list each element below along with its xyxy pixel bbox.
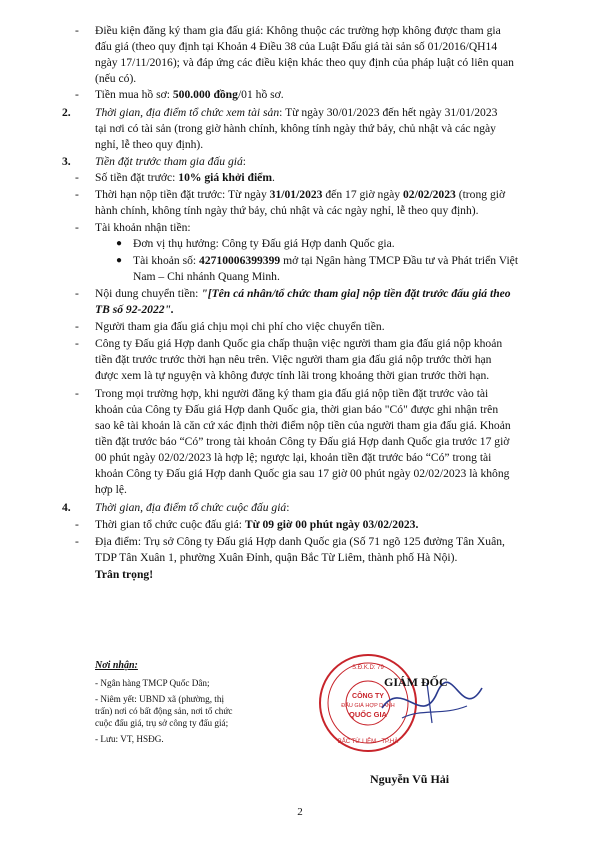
svg-text:ĐẤU GIÁ HỢP DANH: ĐẤU GIÁ HỢP DANH (341, 703, 395, 709)
text-run: nghỉ, lễ theo quy định). (95, 138, 204, 151)
text-line (95, 518, 418, 532)
text-run: hành chính, không tính ngày thứ bảy, chủ nhật và các ngày nghỉ, lễ theo quy định). (95, 204, 479, 217)
bold-run: 42710006399399 (199, 254, 281, 267)
italic-heading: Tiền đặt trước tham gia đấu giá (95, 155, 243, 168)
bold-run: 10% giá khởi điểm (178, 171, 272, 184)
text-line (95, 287, 511, 301)
text-run: sao kê tài khoản là căn cứ xác định thời điểm nộp tiền của người tham gia đấu giá. Khoản (95, 419, 511, 432)
bold-run: 31/01/2023 (269, 188, 323, 201)
text-line (95, 88, 284, 102)
svg-text:CÔNG TY: CÔNG TY (352, 693, 384, 700)
text-line (95, 56, 514, 70)
text-run: Nam – Chi nhánh Quang Minh. (133, 270, 280, 283)
text-run: Điều kiện đăng ký tham gia đấu giá: Không thuộc các trường hợp không được tham gia (95, 24, 501, 37)
text-line (95, 387, 488, 401)
text-run: /01 hồ sơ. (237, 88, 284, 101)
text-run: Địa điểm: Trụ sở Công ty Đấu giá Hợp danh Quốc gia (Số 71 ngõ 125 đường Tân Xuân, (95, 535, 505, 548)
text-run: Đơn vị thụ hưởng: Công ty Đấu giá Hợp danh Quốc gia. (133, 237, 395, 250)
bold-run: Từ 09 giờ 00 phút ngày 03/02/2023. (244, 518, 419, 531)
dash-marker: - (75, 221, 79, 234)
text-line (95, 419, 511, 433)
bold-run: 02/02/2023 (403, 188, 456, 201)
text-line (95, 155, 246, 169)
text-run: 00 phút ngày 02/02/2023 là hợp lệ; ngược lại, khoản tiền đặt trước báo “Có” trong tài (95, 451, 492, 464)
text-run: khoản Công ty Đấu giá Hợp danh Quốc gia sau 17 giờ 00 phút ngày 02/02/2023 là không (95, 467, 510, 480)
dash-marker: - (75, 287, 79, 300)
dash-marker: - (75, 387, 79, 400)
text-line (95, 40, 497, 54)
text-run: ngày 17/11/2016); và đáp ứng các điều kiện khác theo quy định của pháp luật có liên quan (95, 56, 514, 69)
text-run: Số tiền đặt trước: (95, 171, 179, 184)
text-run: tiền đặt trước báo “Có” trong tài khoản Công ty Đấu giá Hợp danh Quốc gia trước 17 giờ (95, 435, 510, 448)
dash-marker: - (75, 24, 79, 37)
text-line (95, 320, 385, 334)
text-run: : (286, 501, 290, 514)
text-run: Nội dung chuyển tiền: (95, 287, 202, 300)
text-line (95, 106, 497, 120)
text-line (95, 568, 153, 582)
text-line (95, 501, 289, 515)
bold-italic-run: TB số 92-2022". (95, 303, 174, 316)
dash-marker: - (75, 535, 79, 548)
text-line (133, 270, 280, 284)
text-line (95, 467, 509, 481)
text-line (95, 188, 505, 202)
dash-marker: - (75, 171, 79, 184)
text-line (133, 254, 518, 268)
text-run: Tài khoản nhận tiền: (95, 221, 191, 234)
text-line (95, 535, 505, 549)
recipient-item: - Niêm yết: UBND xã (phường, thị (95, 694, 225, 704)
text-run: Thời gian tổ chức cuộc đấu giá: (95, 518, 245, 531)
bold-italic-run: "[Tên cá nhân/tổ chức tham gia] nộp tiền đặt trước đấu giá theo (201, 287, 511, 300)
text-run: Tài khoản số: (133, 254, 200, 267)
text-line (95, 221, 191, 235)
bold-run: Trân trọng! (95, 568, 154, 581)
text-line (133, 237, 395, 251)
bullet-icon: ● (116, 255, 123, 266)
text-run: mở tại Ngân hàng TMCP Đầu tư và Phát triển Việt (280, 254, 519, 267)
text-run: tại nơi có tài sản (trong giờ hành chính, không tính ngày thứ bảy, chủ nhật và các ngày (95, 122, 496, 135)
text-run: hợp lệ. (95, 483, 127, 496)
text-run: . (271, 171, 275, 184)
text-run: được xem là tự nguyện và không được tính lãi trong khoảng thời gian trước thời hạn. (95, 369, 490, 382)
italic-heading: Thời gian, địa điểm tổ chức xem tài sản (95, 106, 280, 119)
text-run: đến 17 giờ ngày (322, 188, 403, 201)
text-line (95, 451, 491, 465)
text-run: Thời hạn nộp tiền đặt trước: Từ ngày (95, 188, 270, 201)
signer-role: GIÁM ĐỐC (384, 675, 448, 689)
svg-text:BẮC TỪ LIÊM - TP.HÀ: BẮC TỪ LIÊM - TP.HÀ (337, 739, 399, 745)
text-line (95, 551, 457, 565)
dash-marker: - (75, 518, 79, 531)
bullet-icon: ● (116, 238, 123, 249)
text-line (95, 204, 479, 218)
text-run: đấu giá (theo quy định tại Khoản 4 Điều 38 của Luật Đấu giá tài sản số 01/2016/QH14 (95, 40, 498, 53)
svg-text:QUỐC GIA: QUỐC GIA (349, 710, 387, 719)
section-number: 4. (62, 501, 71, 514)
text-run: (trong giờ (455, 188, 506, 201)
text-line (95, 171, 275, 185)
recipient-item: trấn) nơi có bất động sản, nơi tổ chức (95, 706, 233, 716)
dash-marker: - (75, 320, 79, 333)
dash-marker: - (75, 337, 79, 350)
svg-text:S.Đ.K.D: 79: S.Đ.K.D: 79 (352, 665, 384, 671)
text-run: (nếu có). (95, 72, 137, 85)
text-line (95, 353, 491, 367)
section-number: 3. (62, 155, 71, 168)
text-run: : (242, 155, 247, 168)
recipient-item: - Ngân hàng TMCP Quốc Dân; (95, 678, 210, 688)
recipients-title: Nơi nhận: (95, 660, 138, 671)
recipient-item: cuộc đấu giá, trụ sở công ty đấu giá; (95, 718, 229, 728)
text-line (95, 122, 496, 136)
italic-heading: Thời gian, địa điểm tổ chức cuộc đấu giá (95, 501, 287, 514)
text-run: Tiền mua hồ sơ: (95, 88, 173, 101)
text-line (95, 303, 174, 317)
dash-marker: - (75, 188, 79, 201)
bold-run: 500.000 đồng (172, 88, 238, 101)
page-number: 2 (297, 806, 303, 818)
text-line (95, 72, 136, 86)
text-run: Trong mọi trường hợp, khi người đăng ký tham gia đấu giá nộp tiền đặt trước vào tài (95, 387, 489, 400)
text-run: Công ty Đấu giá Hợp danh Quốc gia chấp thuận việc người tham gia đấu giá nộp khoản (95, 337, 503, 350)
text-run: : Từ ngày 30/01/2023 đến hết ngày 31/01/2023 (279, 106, 498, 119)
section-number: 2. (62, 106, 71, 119)
text-run: TDP Tân Xuân 1, phường Xuân Đỉnh, quận Bắc Từ Liêm, thành phố Hà Nội). (95, 551, 458, 564)
recipient-item: - Lưu: VT, HSĐG. (95, 734, 164, 744)
text-line (95, 138, 203, 152)
dash-marker: - (75, 88, 79, 101)
text-line (95, 403, 498, 417)
text-run: tiền đặt trước trước thời hạn nêu trên. Việc người tham gia đấu giá nộp trước thời hạn (95, 353, 492, 366)
text-line (95, 435, 509, 449)
text-run: khoản của Công ty Đấu giá Hợp danh Quốc gia, thời gian báo "Có" được ghi nhận trên (95, 403, 499, 416)
text-run: Người tham gia đấu giá chịu mọi chi phí cho việc chuyển tiền. (95, 320, 385, 333)
text-line (95, 369, 489, 383)
text-line (95, 483, 127, 497)
text-line (95, 24, 501, 38)
text-line (95, 337, 502, 351)
signer-name: Nguyễn Vũ Hải (370, 772, 450, 786)
